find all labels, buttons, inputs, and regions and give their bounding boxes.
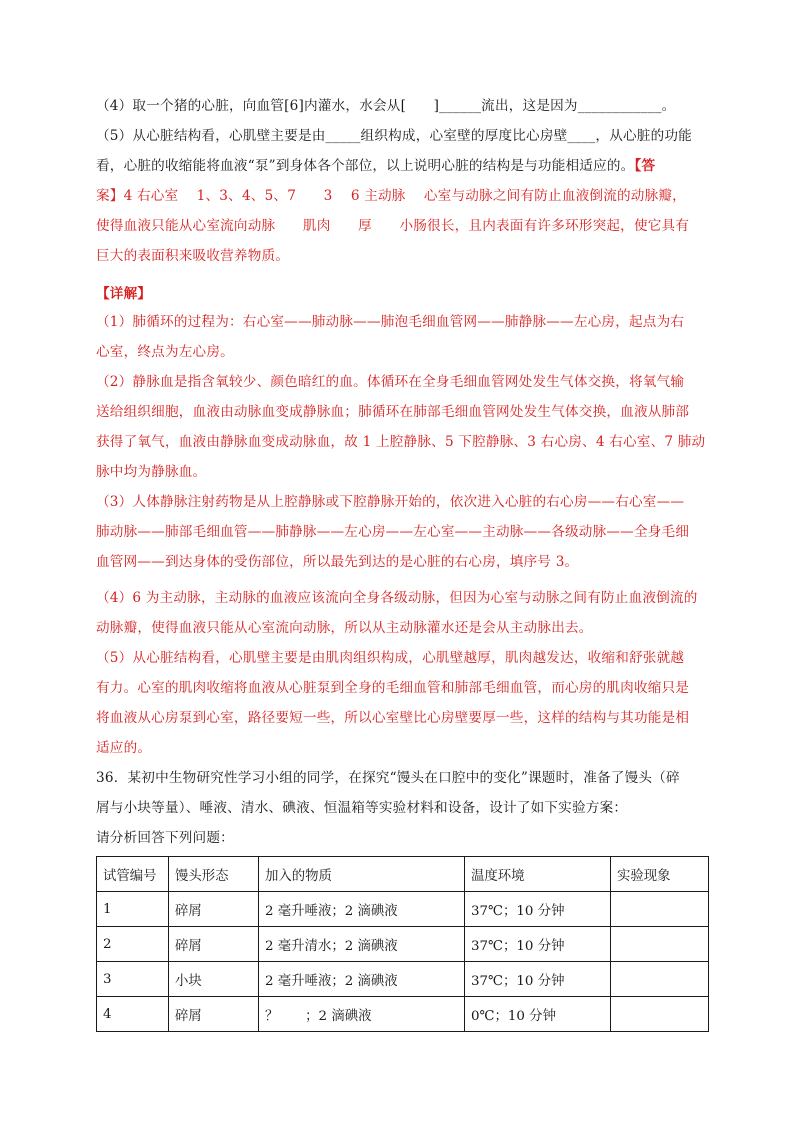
table-cell: 4 — [97, 997, 169, 1032]
explanation-5-line-2: 有力。心室的肌肉收缩将血液从心脏泵到全身的毛细血管和肺部毛细血管，而心房的肌肉收缩只是 — [96, 680, 690, 696]
answer-line-3: 巨大的表面积来吸收营养物质。 — [96, 248, 290, 264]
table-header-cell: 加入的物质 — [259, 857, 465, 892]
question-4-line: （4）取一个猪的心脏，向血管[6]内灌水，水会从[ ]______流出，这是因为____________。 — [96, 98, 676, 114]
table-header-cell: 实验现象 — [611, 857, 709, 892]
question-36-line-2: 屑与小块等量）、唾液、清水、碘液、恒温箱等实验材料和设备，设计了如下实验方案： — [96, 800, 628, 816]
answer-tag-start: 【答 — [634, 158, 656, 174]
table-header-cell: 温度环境 — [465, 857, 611, 892]
question-5-line-2: 看，心脏的收缩能将血液“泵”到身体各个部位，以上说明心脏的结构是与功能相适应的。【答 — [96, 158, 656, 174]
explanation-4-line-2: 动脉瓣，使得血液只能从心室流向动脉，所以从主动脉灌水还是会从主动脉出去。 — [96, 620, 593, 636]
explanation-5-line-1: （5）从心脏结构看，心肌壁主要是由肌肉组织构成，心肌壁越厚，肌肉越发达，收缩和舒张就越 — [96, 650, 685, 666]
table-cell: 0℃；10 分钟 — [465, 997, 611, 1032]
question-36-prompt: 请分析回答下列问题： — [96, 830, 234, 846]
table-header-row — [97, 857, 709, 892]
table-row — [97, 927, 709, 962]
table-cell — [611, 962, 709, 997]
answer-line-1: 案】4 右心室 1、3、4、5、7 3 6 主动脉 心室与动脉之间有防止血液倒流的动脉瓣， — [96, 188, 686, 204]
explanation-3-line-3: 血管网——到达身体的受伤部位，所以最先到达的是心脏的右心房，填序号 3。 — [96, 554, 579, 570]
explanation-heading: 【详解】 — [96, 286, 152, 302]
table-row — [97, 962, 709, 997]
table-cell: 碎屑 — [169, 927, 259, 962]
table-cell — [611, 892, 709, 927]
table-cell: 1 — [97, 892, 169, 927]
table-cell: ？ ；2 滴碘液 — [259, 997, 465, 1032]
table-cell: 37℃；10 分钟 — [465, 892, 611, 927]
table-header-cell: 馒头形态 — [169, 857, 259, 892]
experiment-table — [96, 856, 709, 1032]
explanation-2-line-4: 脉中均为静脉血。 — [96, 464, 207, 480]
table-cell: 2 毫升清水；2 滴碘液 — [259, 927, 465, 962]
table-cell: 3 — [97, 962, 169, 997]
explanation-5-line-3: 将血液从心房泵到心室，路径要短一些，所以心室壁比心房壁要厚一些，这样的结构与其功能是相 — [96, 710, 690, 726]
explanation-5-line-4: 适应的。 — [96, 740, 152, 756]
table-cell: 碎屑 — [169, 892, 259, 927]
table-cell: 小块 — [169, 962, 259, 997]
table-row — [97, 997, 709, 1032]
table-header-cell: 试管编号 — [97, 857, 169, 892]
table-row — [97, 892, 709, 927]
table-cell: 37℃；10 分钟 — [465, 927, 611, 962]
table-cell — [611, 997, 709, 1032]
explanation-1-line-1: （1）肺循环的过程为：右心室——肺动脉——肺泡毛细血管网——肺静脉——左心房，起点为右 — [96, 314, 685, 330]
table-cell — [611, 927, 709, 962]
explanation-3-line-2: 肺动脉——肺部毛细血管——肺静脉——左心房——左心室——主动脉——各级动脉——全身毛细 — [96, 524, 690, 540]
explanation-3-line-1: （3）人体静脉注射药物是从上腔静脉或下腔静脉开始的，依次进入心脏的右心房——右心室—— — [96, 494, 685, 510]
table-cell: 2 — [97, 927, 169, 962]
explanation-2-line-2: 送给组织细胞，血液由动脉血变成静脉血；肺循环在肺部毛细血管网处发生气体交换，血液从肺部 — [96, 404, 690, 420]
question-5-line-1: （5）从心脏结构看，心肌壁主要是由_____组织构成，心室壁的厚度比心房壁____，从心脏的功能 — [96, 128, 692, 144]
table-cell: 碎屑 — [169, 997, 259, 1032]
question-36-line-1: 36．某初中生物研究性学习小组的同学，在探究“馒头在口腔中的变化”课题时，准备了馒头（碎 — [96, 770, 680, 786]
table-cell: 2 毫升唾液；2 滴碘液 — [259, 962, 465, 997]
explanation-1-line-2: 心室，终点为左心房。 — [96, 344, 234, 360]
explanation-2-line-3: 获得了氧气，血液由静脉血变成动脉血，故 1 上腔静脉、5 下腔静脉、3 右心房、4 右心室、7 肺动 — [96, 434, 706, 450]
answer-line-2: 使得血液只能从心室流向动脉 肌肉 厚 小肠很长，且内表面有许多环形突起，使它具有 — [96, 218, 690, 234]
explanation-4-line-1: （4）6 为主动脉，主动脉的血液应该流向全身各级动脉，但因为心室与动脉之间有防止血液倒流的 — [96, 590, 698, 606]
explanation-2-line-1: （2）静脉血是指含氧较少、颜色暗红的血。体循环在全身毛细血管网处发生气体交换，将氧气输 — [96, 374, 685, 390]
table-cell: 2 毫升唾液；2 滴碘液 — [259, 892, 465, 927]
table-cell: 37℃；10 分钟 — [465, 962, 611, 997]
